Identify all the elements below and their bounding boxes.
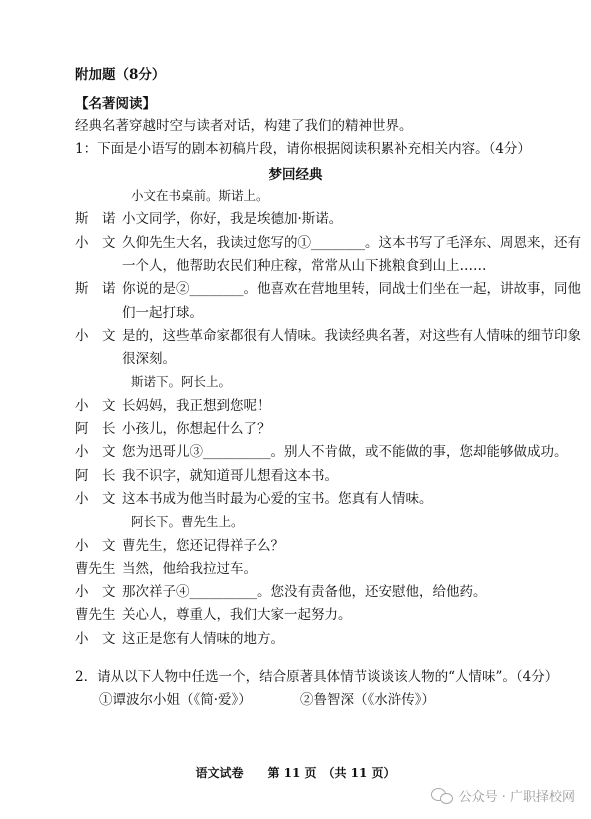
script-line: 们一起打球。	[122, 304, 203, 321]
watermark-text: 公众号 · 广职择校网	[458, 790, 575, 805]
script-line: 很深刻。	[122, 351, 176, 368]
speaker-label: 小 文	[75, 327, 116, 344]
watermark	[431, 786, 575, 805]
q2-option-1: ①谭波尔小姐（《简·爱》）	[99, 692, 252, 708]
section-title: 【名著阅读】	[75, 96, 156, 112]
question-1: 1：下面是小语写的剧本初稿片段，请你根据阅读积累补充相关内容。（4分）	[75, 141, 531, 157]
speaker-label: 小 文	[75, 234, 116, 251]
speaker-label: 阿 长	[75, 421, 116, 437]
script-line: 我不识字，就知道哥儿想看这本书。	[122, 467, 338, 484]
page-footer: 语文试卷 第 11 页 （共 11 页）	[195, 766, 396, 780]
script-line: 是的，这些革命家都很有人情味。我读经典名著，对这些有人情味的细节印象	[122, 327, 581, 344]
script-line: 曹先生，您还记得祥子么？	[122, 537, 284, 554]
speaker-label: 小 文	[75, 444, 116, 461]
heading: 附加题（8分）	[75, 67, 166, 83]
script-line: 长妈妈，我正想到您呢！	[122, 397, 271, 414]
script-line: 这正是您有人情味的地方。	[122, 630, 284, 647]
wechat-icon	[431, 788, 453, 804]
speaker-label: 小 文	[75, 490, 116, 507]
speaker-label: 斯 诺	[75, 281, 116, 298]
script-line: 小孩儿，你想起什么了？	[122, 421, 271, 437]
q2-option-2: ②鲁智深（《水浒传》）	[300, 692, 435, 708]
speaker-label: 小 文	[75, 397, 116, 414]
play-title: 梦回经典	[268, 167, 323, 183]
script-line: 久仰先生大名，我读过您写的①________。这本书写了毛泽东、周恩来，还有	[122, 234, 581, 251]
script-line: 小文同学，你好，我是埃德加·斯诺。	[122, 211, 343, 228]
script-line: 一个人，他帮助农民们种庄稼，常常从山下挑粮食到山上……	[122, 257, 487, 274]
speaker-label: 小 文	[75, 630, 116, 647]
stage-direction: 斯诺下。阿长上。	[131, 374, 232, 390]
script-line: 当然，他给我拉过车。	[122, 560, 257, 577]
speaker-label: 曹先生	[75, 607, 116, 624]
stage-direction: 阿长下。曹先生上。	[131, 514, 244, 530]
speaker-label: 阿 长	[75, 467, 116, 484]
script-line: 你说的是②________。他喜欢在营地里转，同战士们坐在一起，讲故事，同他	[122, 281, 581, 298]
speaker-label: 小 文	[75, 537, 116, 554]
script-line: 您为迅哥儿③__________。别人不肯做，或不能做的事，您却能够做成功。	[122, 444, 568, 461]
speaker-label: 斯 诺	[75, 211, 116, 228]
speaker-label: 小 文	[75, 584, 116, 601]
script-line: 关心人，尊重人，我们大家一起努力。	[122, 607, 352, 624]
stage-direction: 小文在书桌前。斯诺上。	[131, 188, 269, 203]
question-2: 2．请从以下人物中任选一个，结合原著具体情节谈谈该人物的“人情味”。（4分）	[75, 669, 559, 685]
intro-text: 经典名著穿越时空与读者对话，构建了我们的精神世界。	[75, 118, 413, 134]
script-line: 这本书成为他当时最为心爱的宝书。您真有人情味。	[122, 490, 433, 507]
speaker-label: 曹先生	[75, 560, 116, 577]
script-line: 那次祥子④__________。您没有责备他，还安慰他，给他药。	[122, 584, 487, 601]
